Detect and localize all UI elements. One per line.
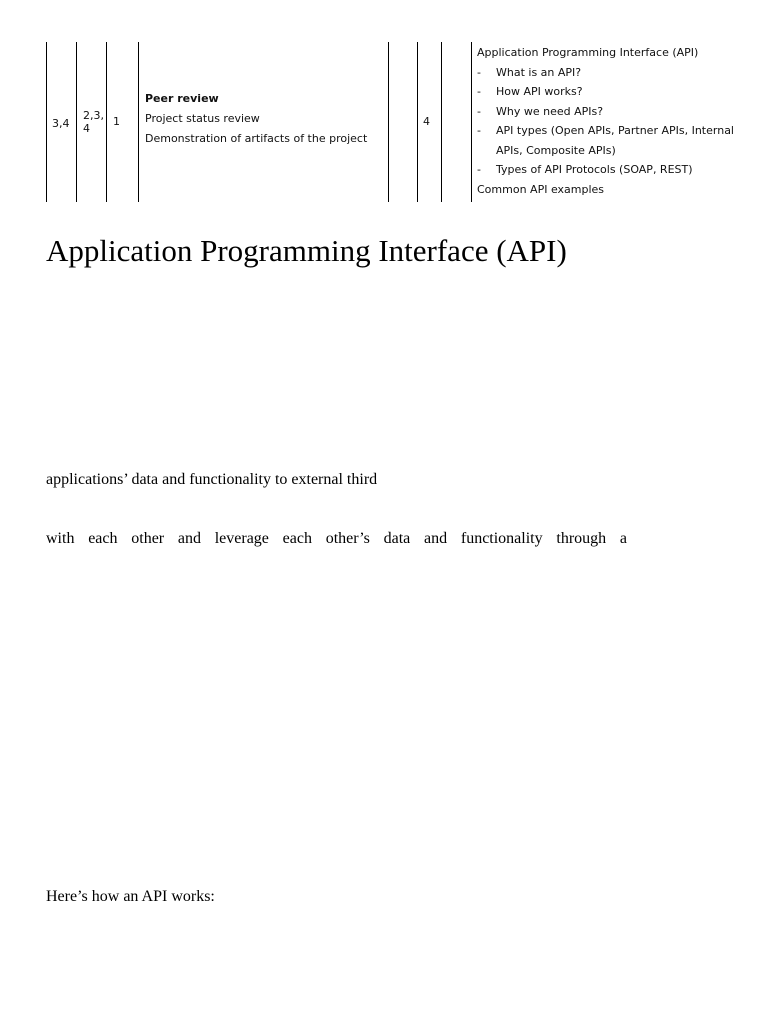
topics-list [477, 43, 747, 199]
list-item [477, 82, 747, 102]
list-item [477, 102, 747, 122]
table-cell-outcomes: 2,3, [83, 109, 104, 122]
page-title: Application Programming Interface (API) [46, 233, 567, 268]
table-border [76, 42, 77, 202]
bullet-dash: - [477, 85, 481, 98]
table-border [441, 42, 442, 202]
table-border [471, 42, 472, 202]
list-item [477, 63, 747, 83]
list-item-text: How API works? [496, 85, 583, 98]
topics-footer: Common API examples [477, 182, 605, 196]
activity-heading: Peer review [145, 92, 219, 105]
activity-line: Project status review [145, 112, 260, 125]
table-cell-hours: 1 [113, 115, 120, 128]
list-item [477, 160, 747, 180]
table-border [106, 42, 107, 202]
list-item-text: What is an API? [496, 65, 582, 79]
bullet-dash: - [477, 163, 481, 176]
table-border [388, 42, 389, 202]
table-border [46, 42, 47, 202]
body-paragraph: applications’ data and functionality to external third [46, 471, 378, 488]
list-item-text: API types (Open APIs, Partner APIs, Internal [496, 124, 734, 137]
list-item-text: Types of API Protocols (SOAP, REST) [496, 163, 693, 176]
table-cell-week: 4 [423, 115, 430, 128]
table-border [138, 42, 139, 202]
table-border [417, 42, 418, 202]
bullet-dash: - [477, 104, 481, 118]
table-cell-outcomes-cont: 4 [83, 122, 90, 135]
bullet-dash: - [477, 124, 481, 137]
body-paragraph: with each other and leverage each other’s data and functionality through a [46, 530, 627, 547]
list-item [477, 121, 747, 141]
schedule-table [46, 42, 486, 202]
list-item-continuation: APIs, Composite APIs) [496, 143, 616, 157]
table-cell-unit: 3,4 [52, 117, 70, 130]
topics-heading: Application Programming Interface (API) [477, 46, 699, 59]
activity-line: Demonstration of artifacts of the project [145, 132, 368, 145]
bullet-dash: - [477, 65, 481, 79]
body-paragraph: Here’s how an API works: [46, 888, 215, 905]
list-item-text: Why we need APIs? [496, 104, 604, 118]
